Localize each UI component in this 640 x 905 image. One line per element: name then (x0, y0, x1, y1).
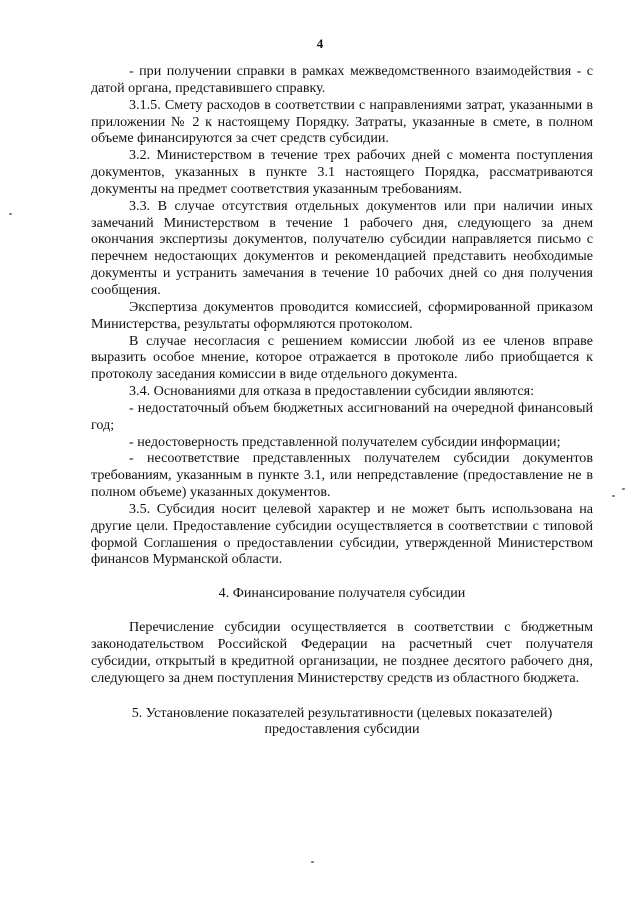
scan-speck (612, 495, 615, 497)
section-4-paragraph: Перечисление субсидии осуществляется в соответствии с бюджетным законодательством Российской Федерации на расчетный счет получателя субсидии, открытый в кредитной организации, не позднее десятого рабочего дня, следующего за днем поступления Министерству средств из областного бюджета. (91, 619, 593, 686)
paragraph-expertise: Экспертиза документов проводится комиссией, сформированной приказом Министерства, результаты оформляются протоколом. (91, 298, 593, 332)
paragraph-3-3: 3.3. В случае отсутствия отдельных документов или при наличии иных замечаний Министерством в течение 1 рабочего дня, следующего за днем окончания экспертизы документов, получателю субсидии направляется письмо с перечнем недостающих документов и рекомендацией представить необходимые документы и устранить замечания в течение 10 рабочих дней со дня получения сообщения. (91, 197, 593, 298)
paragraph-certificate-interagency: - при получении справки в рамках межведомственного взаимодействия - с датой органа, представившего справку. (91, 63, 593, 96)
list-item-unreliable-info: - недостоверность представленной получателем субсидии информации; (129, 433, 561, 450)
scan-speck (9, 213, 12, 215)
list-item-non-compliance: - несоответствие представленных получателем субсидии документов требованиям, указанным в пункте 3.1, или непредставление (предоставление не в полном объеме) указанных документов. (91, 450, 593, 501)
page-number: 4 (316, 36, 324, 51)
paragraph-3-5: 3.5. Субсидия носит целевой характер и не может быть использована на другие цели. Предоставление субсидии осуществляется в соответствии с типовой формой Соглашения о предоставлении субсидии, утвержденной Министерством финансов Мурманской области. (91, 500, 593, 568)
section-4-heading: 4. Финансирование получателя субсидии (218, 585, 466, 602)
paragraph-3-1-5: 3.1.5. Смету расходов в соответствии с направлениями затрат, указанными в приложении № 2 к настоящему Порядку. Затраты, указанные в смете, в полном объеме финансируются за счет средств субсидии. (91, 96, 593, 147)
section-5-heading-line2: предоставления субсидии (264, 721, 420, 738)
list-item-budget: - недостаточный объем бюджетных ассигнований на очередной финансовый год; (91, 399, 593, 433)
document-body (91, 63, 593, 738)
section-5-heading (91, 705, 593, 739)
section-5-heading-line1: 5. Установление показателей результативности (целевых показателей) (131, 704, 553, 721)
paragraph-3-2: 3.2. Министерством в течение трех рабочих дней с момента поступления документов, указанных в пункте 3.1 настоящего Порядка, рассматриваются документы на предмет соответствия указанным требованиям. (91, 147, 593, 197)
paragraph-3-4: 3.4. Основаниями для отказа в предоставлении субсидии являются: (129, 383, 535, 400)
scan-speck (311, 861, 314, 863)
scan-speck (622, 488, 625, 490)
paragraph-dissent: В случае несогласия с решением комиссии любой из ее членов вправе выразить особое мнение, которое отражается в протоколе либо приобщается к протоколу заседания комиссии в виде отдельного документа. (91, 332, 593, 383)
